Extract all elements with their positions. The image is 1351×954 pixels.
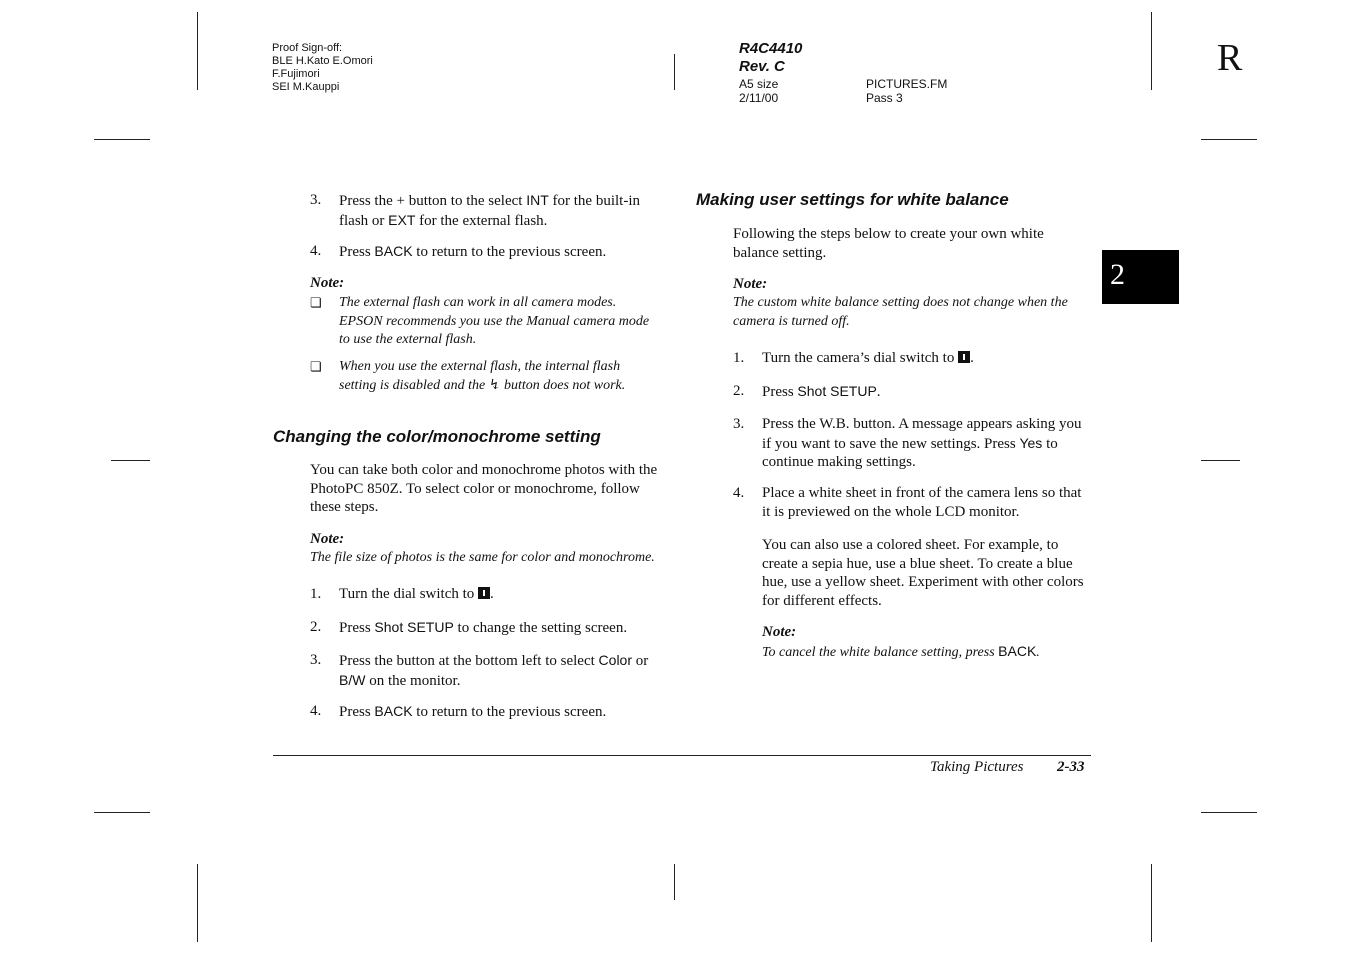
item-number: 3. [310,192,322,208]
note-label: Note: [310,531,345,547]
proof-line: Proof Sign-off: [272,42,343,54]
section-intro: You can take both color and monochrome photos with the PhotoPC 850Z. To select color or monochrome, follow these steps. [310,462,658,515]
crop-mark [1151,12,1152,90]
ui-term: Yes [1019,434,1043,451]
item-number: 3. [733,416,745,432]
list-item [733,382,1093,402]
crop-mark [111,460,150,461]
bullet-icon: ❏ [310,359,322,374]
list-item [310,585,670,604]
list-item [310,242,670,262]
note-label: Note: [310,275,345,291]
item-text: Press Shot SETUP. [762,383,881,400]
item-text: Press the button at the bottom left to select Color or B/W on the monitor. [339,652,649,689]
bullet-icon: ❏ [310,295,322,310]
date-label: 2/11/00 [739,91,779,105]
note-label: Note: [762,624,797,640]
list-item [310,702,670,722]
crop-mark [94,812,150,813]
size-label: A5 size [739,77,779,91]
corner-letter: R [1217,37,1243,79]
item-text: Place a white sheet in front of the camera lens so that it is previewed on the whole LCD monitor. [762,485,1082,520]
list-item [733,349,1093,368]
crop-mark [1201,139,1257,140]
crop-mark [1151,864,1152,942]
page-number: 2-33 [1057,759,1085,775]
ui-term: BACK [374,703,413,719]
footer-rule [273,755,1091,756]
item-number: 1. [733,350,745,366]
bullet-item [310,358,655,395]
list-item [310,191,670,230]
item-number: 3. [310,652,322,668]
crop-mark [1201,460,1240,461]
note-text: To cancel the white balance setting, press BACK. [762,643,1040,660]
list-item [310,651,670,690]
chapter-number: 2 [1110,258,1125,291]
section-intro: Following the steps below to create your own white balance setting. [733,226,1044,261]
ui-term: BACK [998,643,1037,659]
item-text: Turn the dial switch to . [339,586,494,602]
chapter-tab [1102,250,1179,304]
item-text: Press BACK to return to the previous screen. [339,703,607,720]
list-item [733,415,1093,472]
note-label: Note: [733,276,768,292]
ui-term: B/W [339,671,366,688]
extra-paragraph: You can also use a colored sheet. For example, to create a sepia hue, use a blue sheet. To create a blue hue, use a yellow sheet. Experiment with other colors for different effects. [762,537,1084,609]
proof-line: SEI M.Kauppi [272,81,340,93]
list-item [733,484,1093,521]
crop-mark [674,54,675,90]
item-text: Press the + button to the select INT for the built-in flash or EXT for the external flash. [339,192,640,229]
footer-section: Taking Pictures [930,759,1024,775]
dial-switch-icon [478,587,490,599]
proof-line: BLE H.Kato E.Omori [272,55,373,67]
ui-term: BACK [374,243,413,259]
item-text: Press BACK to return to the previous screen. [339,243,607,260]
bullet-text: The external flash can work in all camera modes. EPSON recommends you use the Manual camera mode to use the external flash. [339,295,650,347]
proof-line: F.Fujimori [272,68,320,80]
item-text: Press Shot SETUP to change the setting screen. [339,619,628,636]
crop-mark [1201,812,1257,813]
note-text: The file size of photos is the same for color and monochrome. [310,550,655,565]
doc-code: R4C4410 [739,40,803,57]
crop-mark [674,864,675,900]
crop-mark [197,864,198,942]
ui-term: Shot SETUP [797,383,877,399]
item-number: 4. [733,485,745,501]
pass-label: Pass 3 [866,91,903,105]
item-text: Press the W.B. button. A message appears asking you if you want to save the new settings. Press Yes to continue making settings. [762,416,1082,470]
item-number: 2. [733,383,745,399]
ui-term: Color [598,652,633,668]
ui-term: INT [526,192,549,208]
crop-mark [197,12,198,90]
ui-term: EXT [388,211,416,228]
ui-term: Shot SETUP [374,619,454,635]
item-number: 2. [310,619,322,635]
crop-mark [94,139,150,140]
list-item [310,618,670,638]
bullet-item [310,294,655,350]
item-number: 1. [310,586,322,602]
dial-switch-icon [958,351,970,363]
item-text: Turn the camera’s dial switch to . [762,350,974,366]
section-heading: Changing the color/monochrome setting [273,427,601,446]
item-number: 4. [310,243,322,259]
file-label: PICTURES.FM [866,77,948,91]
item-number: 4. [310,703,322,719]
note-text: The custom white balance setting does not change when the camera is turned off. [733,295,1068,329]
section-heading: Making user settings for white balance [696,190,1009,209]
proof-signoff [272,42,373,94]
revision: Rev. C [739,58,785,75]
bullet-text: When you use the external flash, the internal flash setting is disabled and the ↯ button does not work. [339,359,626,393]
